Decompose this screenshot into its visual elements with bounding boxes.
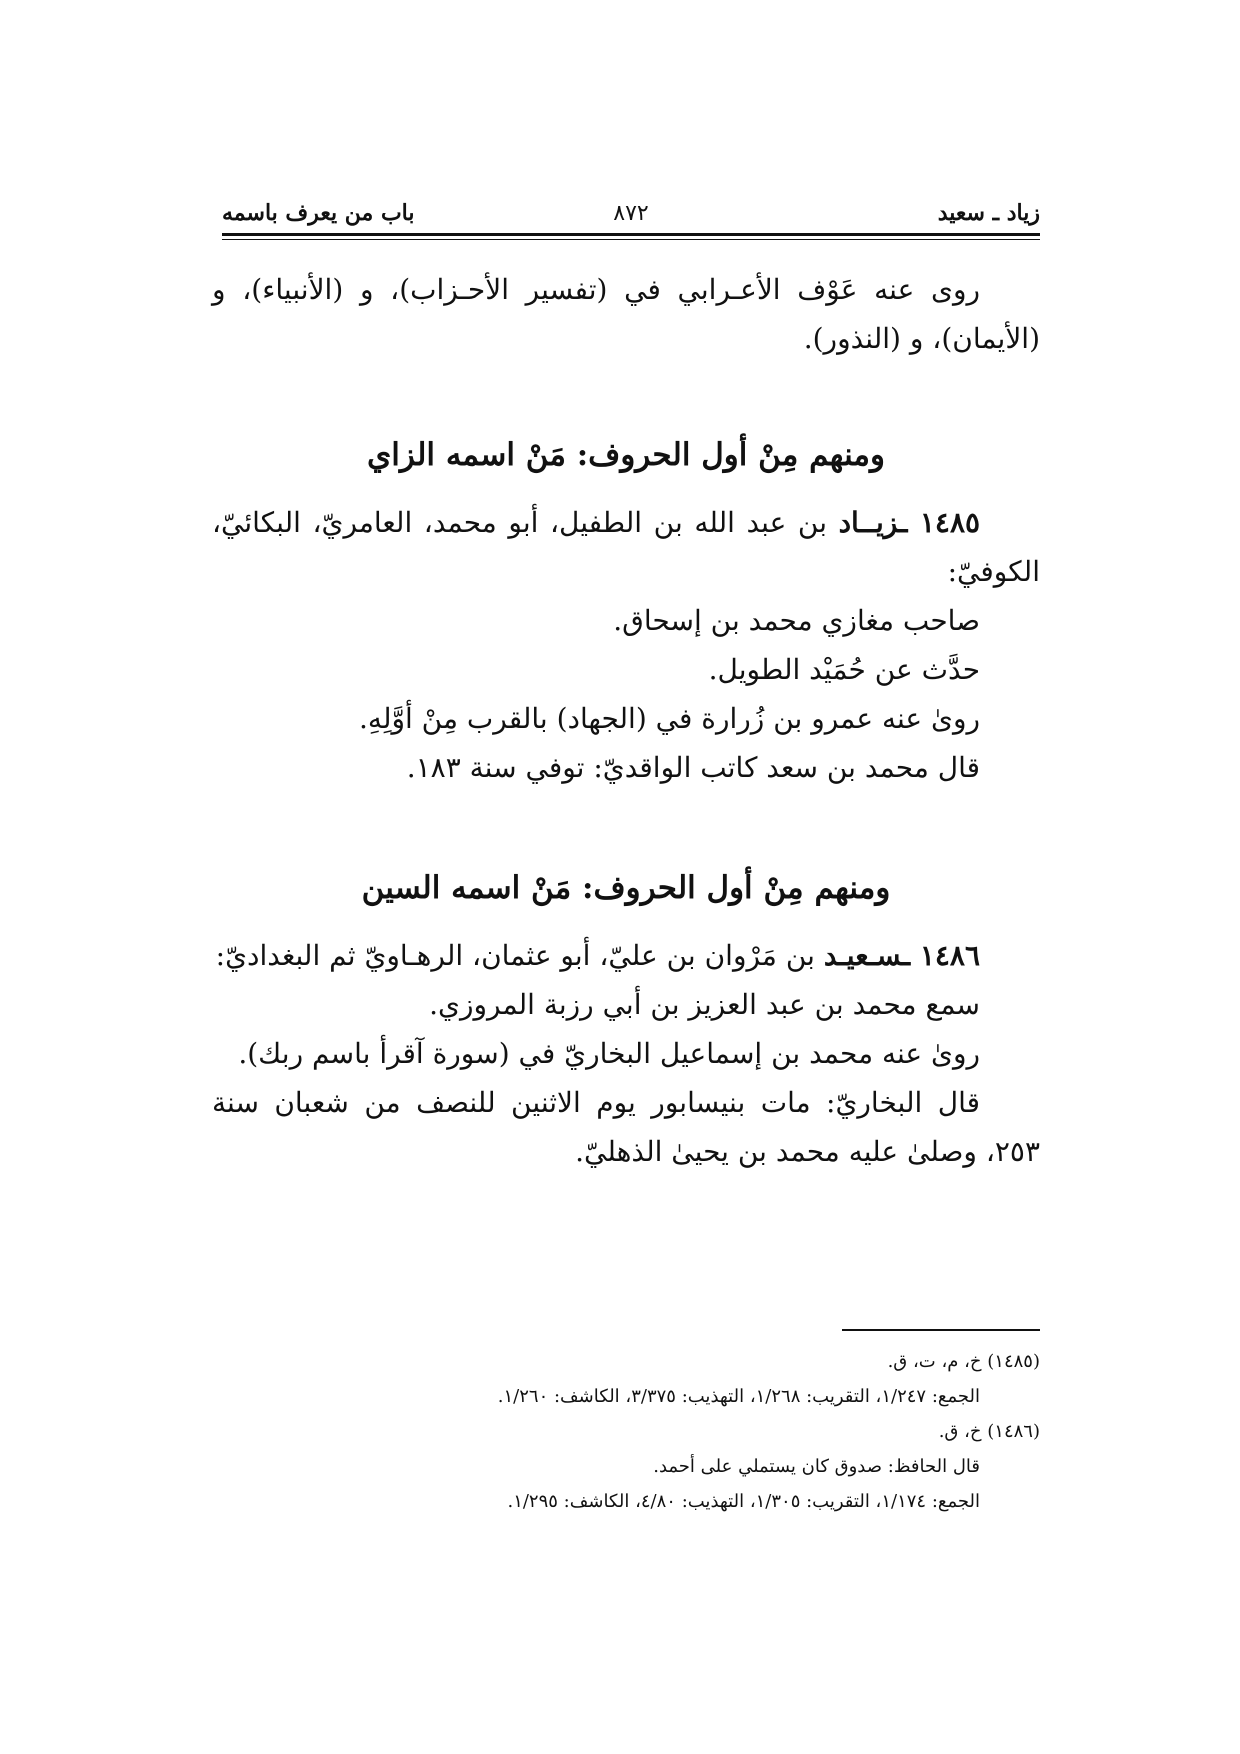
section-heading-zay: ومنهم مِنْ أول الحروف: مَنْ اسمه الزاي bbox=[366, 437, 885, 473]
footnote-1486-head: (١٤٨٦) خ، ق. bbox=[938, 1421, 1040, 1442]
entry-description: بن عبد الله بن الطفيل، أبو محمد، العامريّ، البكائيّ، الكوفيّ: bbox=[212, 506, 1040, 588]
entry-number: ١٤٨٦ ـ bbox=[901, 939, 980, 972]
footnote-separator bbox=[842, 1329, 1040, 1331]
page-number: ٨٧٢ bbox=[613, 201, 649, 226]
footnote-1485-sources: الجمع: ١/٢٤٧، التقريب: ١/٢٦٨، التهذيب: ٣/٣٧٥، الكاشف: ١/٢٦٠. bbox=[497, 1386, 980, 1407]
entry-1486-line-1: سمع محمد بن عبد العزيز بن أبي رزبة المروزي. bbox=[429, 988, 980, 1021]
entry-name: سـعيـد bbox=[823, 939, 902, 972]
entry-1486 bbox=[212, 931, 1040, 980]
entry-1485-line-3: روىٰ عنه عمرو بن زُرارة في (الجهاد) بالقرب مِنْ أوَّلِهِ. bbox=[359, 702, 980, 735]
header-left-title: باب من يعرف باسمه bbox=[222, 200, 415, 226]
entry-1485-line-1: صاحب مغازي محمد بن إسحاق. bbox=[613, 604, 980, 637]
intro-line-1: روى عنه عَوْف الأعـرابي في (تفسير الأحـزاب)، و (الأنبياء)، bbox=[242, 273, 980, 306]
footnote-1486-sources: الجمع: ١/١٧٤، التقريب: ١/٣٠٥، التهذيب: ٤/٨٠، الكاشف: ١/٢٩٥. bbox=[507, 1491, 980, 1512]
entry-1486-final-paragraph: قال البخاريّ: مات بنيسابور يوم الاثنين للنصف من شعبان سنة ٢٥٣، وصلىٰ عليه محمد بن يحيىٰ الذهليّ. bbox=[212, 1086, 1040, 1168]
header-rule-thick bbox=[222, 233, 1040, 236]
intro-paragraph bbox=[212, 265, 1040, 363]
entry-1485-line-2: حدَّث عن حُمَيْد الطويل. bbox=[708, 653, 980, 686]
entry-1485-line-4: قال محمد بن سعد كاتب الواقديّ: توفي سنة ١٨٣. bbox=[406, 751, 980, 784]
entry-description: بن مَرْوان بن عليّ، أبو عثمان، الرهـاويّ ثم البغداديّ: bbox=[215, 939, 824, 972]
header-right-title: زياد ـ سعيد bbox=[937, 200, 1040, 226]
intro-line-2: و (الأيمان)، و (النذور). bbox=[212, 273, 1040, 355]
footnote-1486-note: قال الحافظ: صدوق كان يستملي على أحمد. bbox=[653, 1456, 980, 1477]
entry-1485 bbox=[212, 498, 1040, 596]
header-rule-thin bbox=[222, 239, 1040, 240]
entry-name: زيــاد bbox=[838, 506, 900, 539]
entry-1486-line-2: روىٰ عنه محمد بن إسماعيل البخاريّ في (سورة آقرأ باسم ربك). bbox=[238, 1037, 980, 1070]
running-header bbox=[222, 196, 1040, 226]
entry-number: ١٤٨٥ ـ bbox=[899, 506, 981, 539]
section-heading-sin: ومنهم مِنْ أول الحروف: مَنْ اسمه السين bbox=[361, 870, 891, 906]
footnote-1485-head: (١٤٨٥) خ، م، ت، ق. bbox=[887, 1351, 1040, 1372]
footnotes bbox=[280, 1344, 1040, 1519]
main-text bbox=[212, 265, 1040, 1176]
